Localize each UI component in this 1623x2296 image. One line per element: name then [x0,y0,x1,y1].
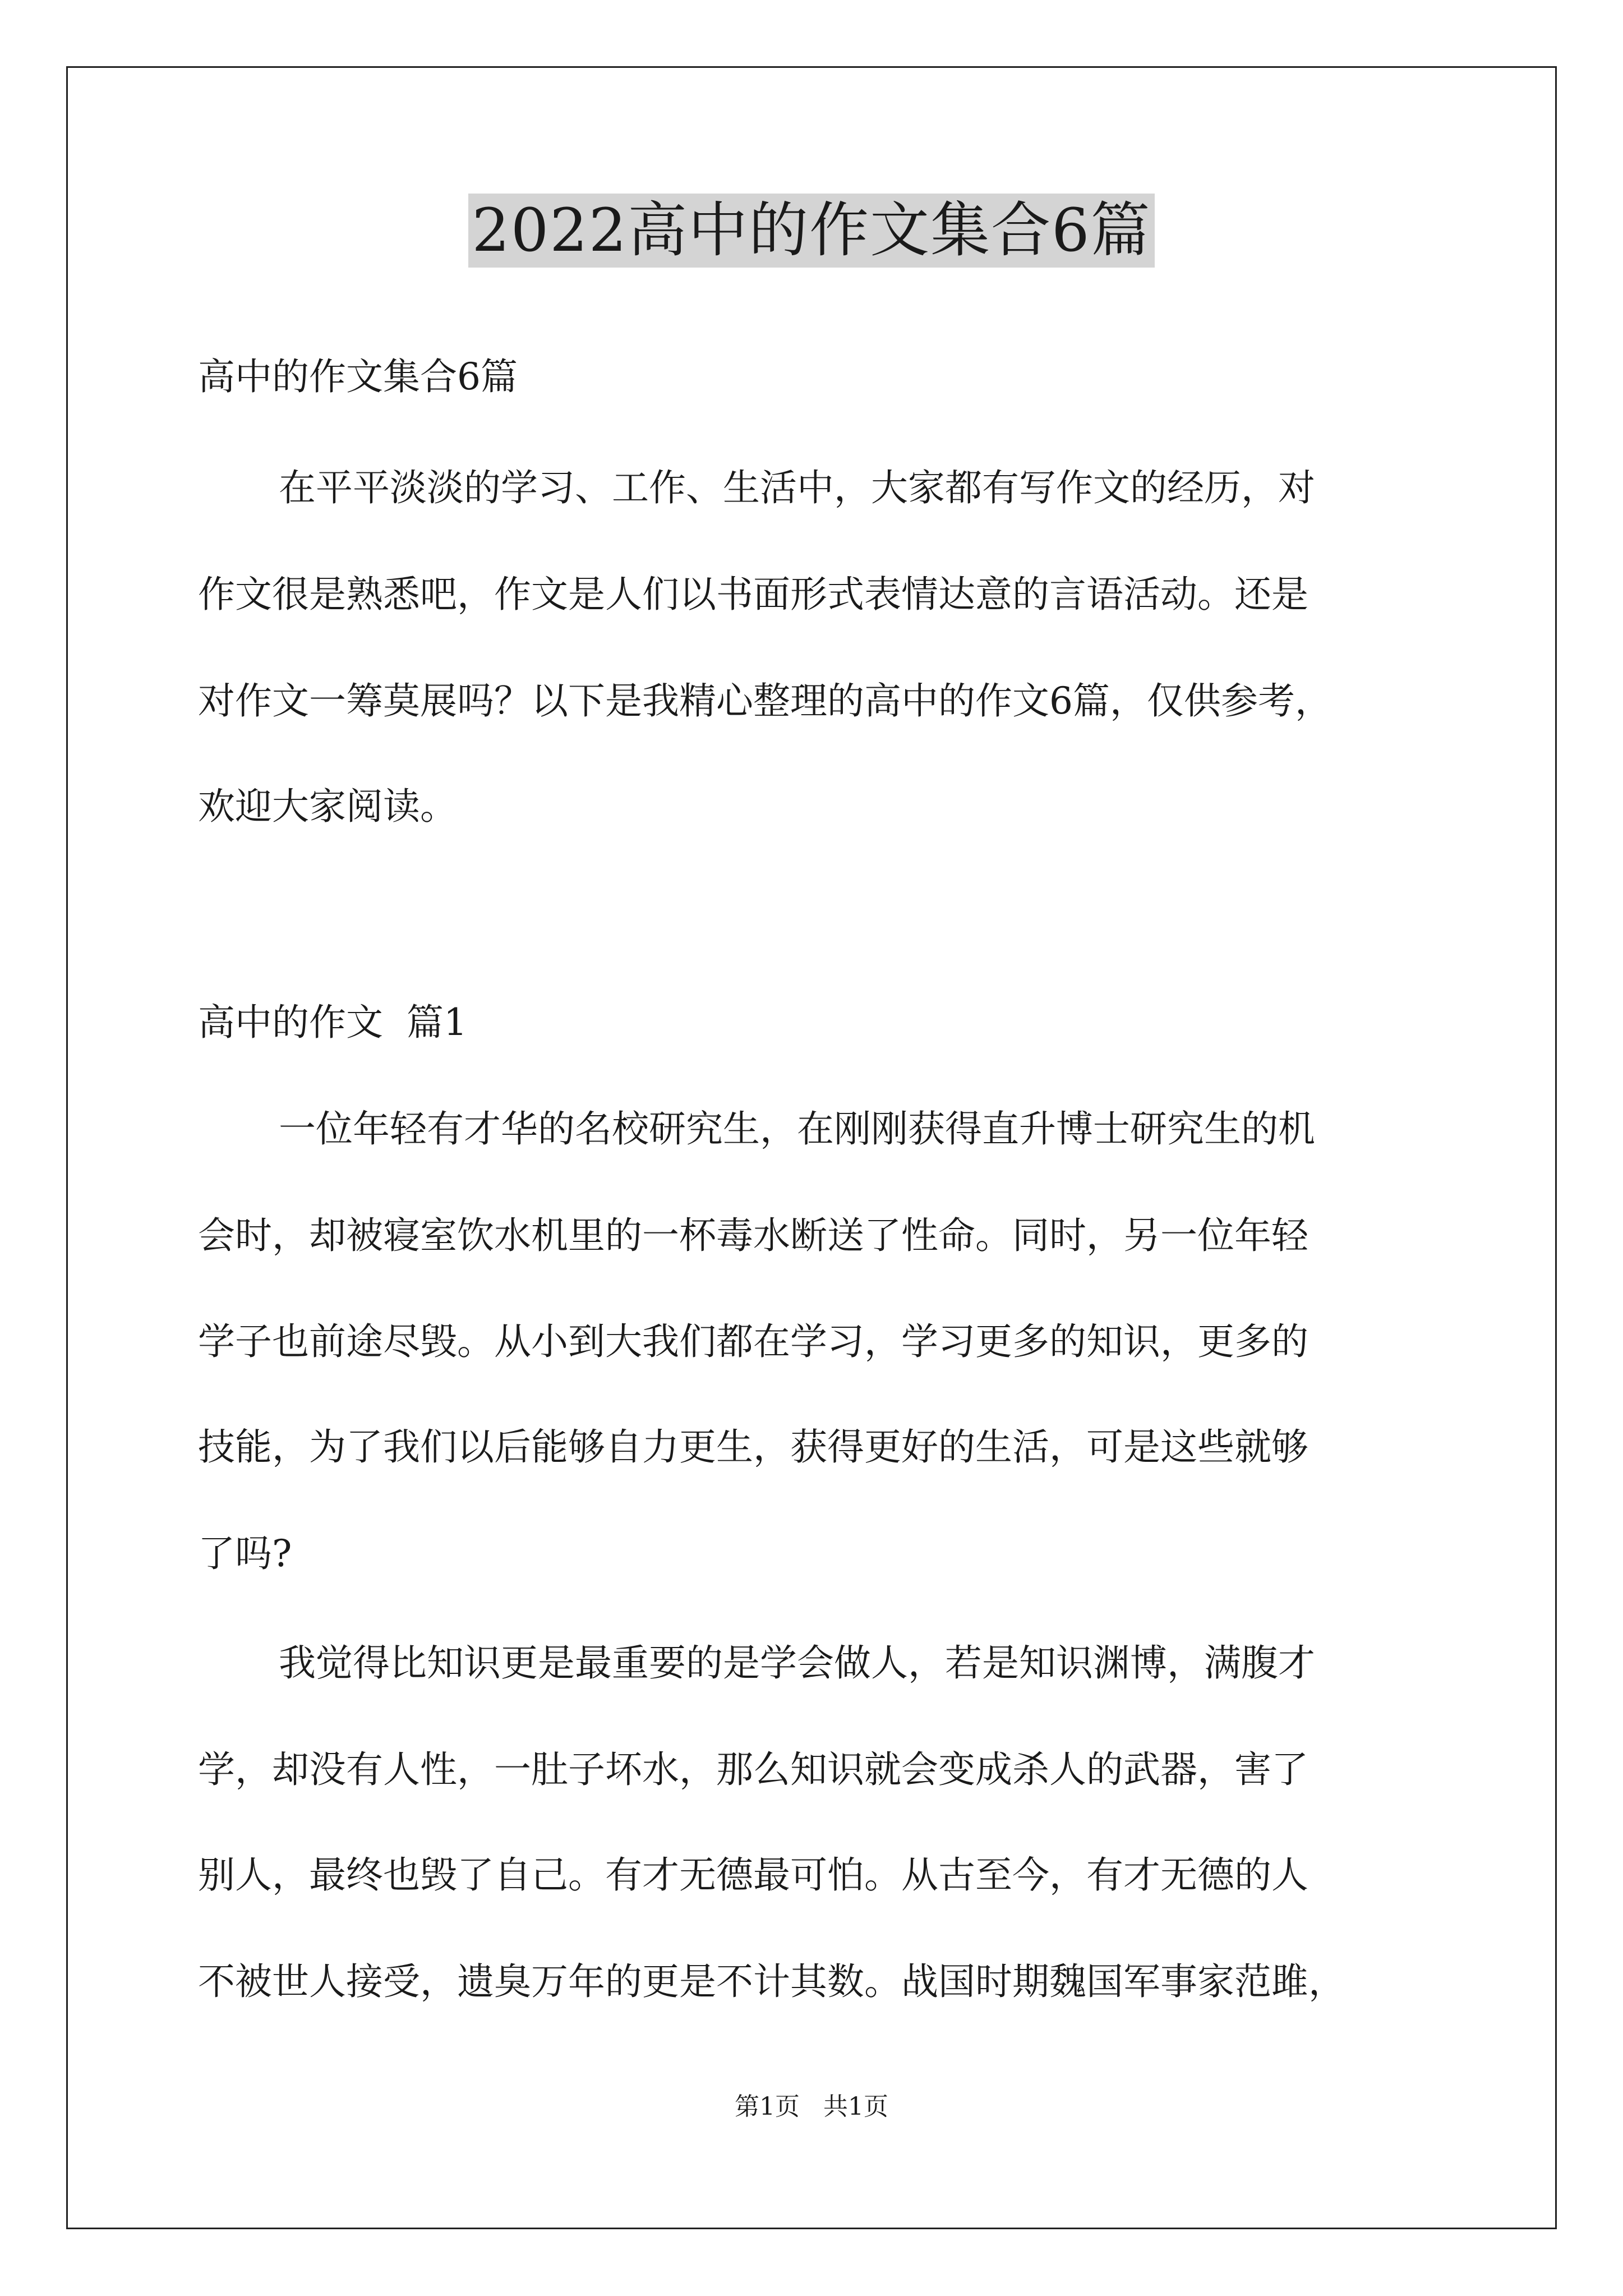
document-title: 2022高中的作文集合6篇 [468,194,1154,268]
paragraph2-line-2: 学，却没有人性，一肚子坏水，那么知识就会变成杀人的武器，害了 [198,1748,1308,1791]
paragraph1-line-1: 一位年轻有才华的名校研究生，在刚刚获得直升博士研究生的机 [279,1107,1315,1151]
paragraph2-line-4: 不被世人接受，遗臭万年的更是不计其数。战国时期魏国军事家范雎， [198,1960,1345,2003]
intro-line-1: 在平平淡淡的学习、工作、生活中，大家都有写作文的经历，对 [279,466,1315,509]
section-heading: 高中的作文 篇1 [198,1001,467,1044]
page-footer: 第1页 共1页 [735,2092,888,2121]
paragraph1-line-4: 技能，为了我们以后能够自力更生，获得更好的生活，可是这些就够 [198,1425,1308,1469]
paragraph2-line-3: 别人，最终也毁了自己。有才无德最可怕。从古至今，有才无德的人 [198,1853,1308,1897]
title-container [0,194,1623,268]
intro-line-3: 对作文一筹莫展吗？以下是我精心整理的高中的作文6篇，仅供参考， [198,679,1332,723]
paragraph1-line-2: 会时，却被寝室饮水机里的一杯毒水断送了性命。同时，另一位年轻 [198,1214,1308,1257]
paragraph1-line-3: 学子也前途尽毁。从小到大我们都在学习，学习更多的知识，更多的 [198,1320,1308,1363]
intro-line-2: 作文很是熟悉吧，作文是人们以书面形式表情达意的言语活动。还是 [198,573,1308,616]
paragraph2-line-1: 我觉得比知识更是最重要的是学会做人，若是知识渊博，满腹才 [279,1641,1315,1685]
paragraph1-line-5: 了吗? [198,1532,292,1575]
intro-line-4: 欢迎大家阅读。 [198,785,457,828]
document-subtitle: 高中的作文集合6篇 [198,355,518,398]
